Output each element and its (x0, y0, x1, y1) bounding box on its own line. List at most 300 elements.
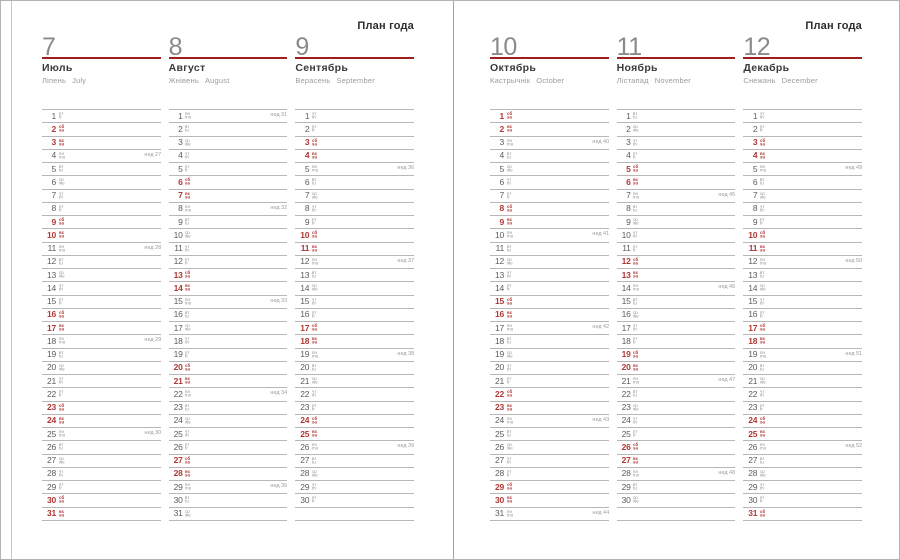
page-right (490, 0, 862, 560)
weekday-label (185, 205, 207, 212)
day-number: 11 (300, 243, 310, 253)
weekday-en: su (311, 339, 318, 345)
month-day-grid (295, 109, 414, 521)
weekday-ru: сб (506, 296, 512, 302)
day-number: 9 (626, 216, 631, 227)
weekday-label (185, 152, 207, 159)
day-number: 15 (173, 296, 183, 306)
weekday-label (185, 231, 207, 238)
day-row (295, 493, 414, 506)
day-row (617, 414, 736, 427)
weekday-ru: чт (633, 137, 638, 143)
weekday-en: sa (185, 366, 191, 372)
weekday-ru: пт (311, 402, 317, 408)
day-number: 2 (499, 123, 504, 134)
weekday-en: su (185, 472, 191, 478)
weekday-ru: чт (185, 150, 190, 156)
weekday-label (185, 165, 207, 172)
day-number: 22 (46, 388, 56, 399)
weekday-label (507, 165, 529, 172)
weekday-label (507, 245, 529, 252)
day-row (743, 427, 862, 440)
day-number: 15 (621, 296, 631, 306)
day-number: 4 (178, 150, 183, 161)
weekday-ru: пн (311, 349, 317, 355)
month-name-ru: Ноябрь (616, 62, 658, 74)
weekday-en: fr (311, 498, 315, 504)
day-number: 8 (499, 203, 504, 214)
weekday-ru: пн (506, 322, 512, 328)
weekday-ru: чт (311, 296, 317, 302)
weekday-ru: пт (311, 216, 317, 222)
day-number: 5 (51, 163, 56, 174)
day-number: 25 (300, 428, 310, 439)
weekday-label (507, 510, 529, 517)
day-number: 15 (300, 296, 310, 306)
day-number: 3 (626, 137, 631, 147)
weekday-en: sa (185, 180, 191, 186)
weekday-en: su (185, 286, 191, 292)
weekday-en: mo (633, 286, 640, 292)
weekday-label (760, 231, 782, 238)
weekday-label (507, 351, 529, 358)
weekday-label (760, 457, 782, 464)
weekday-label (59, 457, 81, 464)
weekday-label (507, 125, 529, 132)
weekday-label (59, 139, 81, 146)
day-row (169, 374, 288, 387)
day-row (42, 334, 161, 347)
day-number: 14 (621, 282, 631, 293)
day-row (743, 321, 862, 334)
weekday-en: th (633, 140, 638, 146)
weekday-label (760, 417, 782, 424)
day-number: 5 (304, 163, 310, 174)
day-row (42, 454, 161, 467)
weekday-en: fr (506, 472, 510, 478)
day-number: 14 (494, 282, 504, 293)
week-number-label: нед 48 (718, 469, 736, 476)
weekday-ru: пн (506, 415, 512, 421)
weekday-label (59, 271, 81, 278)
day-row (42, 136, 161, 149)
day-row (295, 202, 414, 215)
day-number: 1 (752, 110, 758, 121)
weekday-en: fr (311, 313, 315, 319)
week-number-label: нед 27 (143, 151, 161, 158)
weekday-en: su (58, 511, 64, 517)
month-number: 11 (616, 33, 642, 61)
weekday-en: tu (58, 445, 63, 451)
day-row (42, 414, 161, 427)
day-number: 15 (748, 296, 758, 306)
weekday-ru: чт (311, 203, 317, 209)
day-row (617, 295, 736, 308)
weekday-en: sa (759, 326, 765, 332)
day-number: 25 (748, 428, 758, 439)
weekday-ru: пн (633, 468, 639, 474)
weekday-ru: пт (633, 243, 638, 249)
weekday-ru: вс (58, 322, 64, 328)
day-number: 5 (752, 163, 758, 174)
weekday-en: fr (311, 127, 315, 133)
day-row (743, 454, 862, 467)
day-row (295, 467, 414, 480)
weekday-en: th (58, 286, 63, 292)
weekday-ru: ср (506, 163, 512, 169)
week-number-label: нед 47 (718, 376, 736, 383)
month-name-en: July (72, 76, 87, 85)
weekday-label (760, 245, 782, 252)
week-number-label: нед 35 (270, 482, 288, 489)
weekday-label (760, 298, 782, 305)
day-number: 24 (46, 415, 56, 426)
weekday-ru: вс (58, 508, 64, 514)
weekday-ru: вт (58, 349, 63, 355)
day-number: 5 (499, 163, 504, 174)
weekday-en: th (759, 299, 764, 305)
weekday-en: fr (759, 405, 763, 411)
weekday-ru: вс (759, 150, 766, 156)
weekday-label (59, 324, 81, 331)
month-name-en: August (204, 76, 230, 85)
weekday-ru: пн (759, 349, 765, 355)
weekday-ru: пт (506, 283, 512, 289)
day-row (743, 149, 862, 162)
weekday-ru: вт (58, 163, 63, 169)
weekday-ru: ср (633, 216, 639, 222)
weekday-en: su (759, 432, 766, 438)
weekday-label (312, 165, 334, 172)
weekday-en: we (185, 233, 192, 239)
weekday-ru: чт (506, 177, 512, 183)
weekday-en: sa (759, 419, 765, 425)
weekday-label (185, 258, 207, 265)
weekday-en: sa (506, 114, 512, 120)
month-name-alt: Ліпень (42, 76, 67, 85)
day-row (42, 374, 161, 387)
weekday-en: fr (185, 352, 189, 358)
day-number: 26 (748, 441, 758, 452)
weekday-ru: сб (311, 230, 318, 236)
day-number: 28 (494, 468, 504, 479)
day-number: 28 (46, 468, 56, 479)
day-row (490, 122, 609, 135)
month-name-en: November (654, 76, 691, 85)
day-number: 10 (621, 229, 631, 240)
weekday-ru: чт (58, 190, 64, 196)
weekday-en: fr (633, 432, 637, 438)
weekday-label (760, 192, 782, 199)
weekday-en: we (506, 260, 513, 266)
month-subtitle (169, 76, 288, 85)
month-column-11 (617, 0, 736, 560)
day-row (295, 215, 414, 228)
weekday-label (312, 417, 334, 424)
weekday-en: we (759, 379, 766, 385)
weekday-en: we (58, 180, 65, 186)
weekday-label (59, 390, 81, 397)
month-subtitle (490, 76, 609, 85)
day-row (490, 281, 609, 294)
day-number: 27 (173, 455, 183, 465)
day-row (490, 361, 609, 374)
weekday-en: sa (506, 207, 512, 213)
weekday-label (59, 443, 81, 450)
day-number: 21 (46, 375, 56, 386)
day-row (42, 202, 161, 215)
weekday-en: we (185, 419, 192, 425)
weekday-label (633, 324, 655, 331)
day-row (169, 109, 288, 122)
weekday-ru: пт (633, 336, 638, 342)
weekday-label (507, 377, 529, 384)
weekday-label (185, 139, 207, 146)
day-row (743, 361, 862, 374)
day-row (42, 175, 161, 188)
weekday-label (312, 483, 334, 490)
weekday-label (507, 337, 529, 344)
weekday-en: su (58, 419, 64, 425)
weekday-ru: вс (311, 336, 318, 342)
weekday-ru: чт (185, 336, 190, 342)
weekday-label (760, 377, 782, 384)
weekday-label (185, 417, 207, 424)
day-number: 6 (752, 176, 758, 187)
weekday-en: mo (759, 352, 767, 358)
day-number: 5 (626, 163, 631, 174)
weekday-ru: ср (58, 177, 64, 183)
weekday-label (312, 218, 334, 225)
weekday-label (185, 470, 207, 477)
day-number: 4 (626, 150, 631, 161)
empty-day-slot (617, 507, 736, 520)
day-row (617, 242, 736, 255)
weekday-en: tu (311, 273, 316, 279)
day-row (169, 467, 288, 480)
week-number-label: нед 38 (397, 349, 415, 357)
weekday-en: we (506, 352, 513, 358)
day-row (490, 189, 609, 202)
weekday-ru: ср (506, 349, 512, 355)
weekday-ru: ср (759, 190, 765, 196)
weekday-ru: вт (185, 402, 190, 408)
weekday-ru: вс (633, 269, 639, 275)
month-name-ru: Сентябрь (295, 62, 349, 74)
weekday-label (507, 430, 529, 437)
day-number: 21 (300, 375, 310, 386)
weekday-ru: вс (311, 243, 318, 249)
month-header (490, 33, 609, 85)
day-row (295, 321, 414, 334)
weekday-ru: пт (506, 190, 512, 196)
left-page-edge-line (11, 1, 12, 559)
day-number: 28 (621, 468, 631, 479)
day-row (42, 387, 161, 400)
day-row (295, 480, 414, 493)
day-number: 10 (300, 229, 310, 240)
day-row (617, 321, 736, 334)
day-number: 27 (621, 455, 631, 465)
day-number: 30 (621, 494, 631, 505)
weekday-label (312, 245, 334, 252)
day-row (295, 440, 414, 453)
day-number: 17 (46, 322, 56, 333)
day-row (743, 507, 862, 520)
weekday-en: su (311, 154, 318, 160)
day-number: 3 (51, 137, 56, 147)
weekday-en: mo (311, 260, 319, 266)
day-number: 8 (51, 203, 56, 214)
day-number: 19 (173, 349, 183, 359)
day-number: 1 (304, 110, 310, 121)
weekday-label (59, 178, 81, 185)
month-day-grid (42, 109, 161, 521)
weekday-ru: вт (311, 177, 317, 183)
weekday-ru: пт (759, 495, 765, 501)
day-number: 30 (300, 494, 310, 505)
day-number: 13 (748, 269, 758, 280)
day-number: 16 (621, 309, 631, 320)
day-row (295, 122, 414, 135)
weekday-ru: вт (759, 455, 765, 461)
day-number: 7 (178, 190, 183, 200)
weekday-ru: вс (311, 428, 318, 434)
day-row (169, 454, 288, 467)
day-row (617, 228, 736, 241)
weekday-en: fr (506, 379, 510, 385)
day-row (743, 255, 862, 268)
weekday-label (507, 284, 529, 291)
day-number: 27 (494, 455, 504, 465)
day-number: 26 (300, 441, 310, 452)
weekday-ru: ср (633, 495, 639, 501)
day-row (490, 295, 609, 308)
weekday-ru: чт (185, 428, 190, 434)
month-day-grid (169, 109, 288, 521)
month-underline-rule (295, 57, 414, 59)
weekday-ru: чт (185, 243, 190, 249)
day-row (42, 507, 161, 520)
weekday-label (633, 205, 655, 212)
week-number-label: нед 30 (143, 429, 161, 436)
weekday-ru: сб (58, 124, 64, 130)
weekday-label (312, 298, 334, 305)
week-number-label: нед 46 (718, 283, 736, 290)
weekday-en: mo (633, 379, 640, 385)
weekday-label (507, 496, 529, 503)
day-row (490, 507, 609, 520)
weekday-en: sa (759, 233, 765, 239)
day-number: 2 (752, 123, 758, 134)
day-number: 17 (173, 322, 183, 333)
weekday-en: mo (185, 299, 192, 305)
day-row (295, 348, 414, 361)
day-number: 9 (51, 216, 56, 227)
weekday-ru: вс (506, 309, 512, 315)
weekday-ru: сб (759, 137, 766, 143)
day-row (743, 414, 862, 427)
weekday-en: mo (506, 511, 513, 517)
weekday-label (633, 351, 655, 358)
month-header (42, 33, 161, 85)
day-number: 31 (748, 508, 758, 518)
weekday-ru: вт (185, 495, 190, 501)
weekday-ru: пн (58, 336, 64, 342)
day-row (490, 321, 609, 334)
day-row (169, 202, 288, 215)
day-number: 25 (173, 428, 183, 439)
weekday-ru: чт (759, 389, 765, 395)
weekday-label (59, 483, 81, 490)
day-number: 28 (173, 468, 183, 479)
day-row (743, 175, 862, 188)
day-row (169, 149, 288, 162)
day-row (169, 268, 288, 281)
day-number: 28 (300, 468, 310, 479)
weekday-en: sa (58, 498, 64, 504)
weekday-label (507, 364, 529, 371)
weekday-label (59, 377, 81, 384)
weekday-label (185, 364, 207, 371)
weekday-en: mo (185, 114, 192, 120)
weekday-ru: пт (311, 309, 317, 315)
day-number: 13 (494, 269, 504, 280)
weekday-ru: пн (311, 256, 317, 262)
day-row (169, 255, 288, 268)
weekday-label (312, 443, 334, 450)
day-row (617, 454, 736, 467)
day-number: 11 (748, 243, 758, 253)
day-number: 17 (494, 322, 504, 333)
day-number: 21 (621, 375, 631, 386)
month-header (295, 33, 414, 85)
weekday-label (633, 139, 655, 146)
weekday-ru: чт (58, 283, 64, 289)
weekday-label (760, 351, 782, 358)
weekday-label (633, 125, 655, 132)
day-row (490, 162, 609, 175)
day-number: 10 (494, 229, 504, 240)
weekday-ru: сб (311, 415, 318, 421)
weekday-en: th (185, 432, 190, 438)
weekday-en: th (759, 392, 764, 398)
weekday-en: fr (759, 313, 763, 319)
weekday-ru: вт (759, 362, 765, 368)
weekday-ru: пн (311, 442, 317, 448)
weekday-en: th (506, 458, 511, 464)
day-number: 15 (46, 296, 56, 306)
weekday-ru: пт (58, 203, 64, 209)
day-row (617, 374, 736, 387)
week-number-label: нед 28 (143, 243, 161, 251)
weekday-label (312, 470, 334, 477)
weekday-en: tu (633, 207, 638, 213)
weekday-label (59, 218, 81, 225)
day-row (490, 454, 609, 467)
day-number: 11 (47, 243, 56, 253)
weekday-label (507, 470, 529, 477)
weekday-en: we (506, 445, 513, 451)
weekday-en: sa (311, 326, 317, 332)
weekday-label (312, 258, 334, 265)
weekday-en: mo (506, 140, 513, 146)
weekday-ru: ср (311, 283, 317, 289)
weekday-label (507, 311, 529, 318)
weekday-ru: вт (58, 256, 63, 262)
weekday-ru: ср (506, 256, 512, 262)
weekday-ru: чт (759, 296, 765, 302)
